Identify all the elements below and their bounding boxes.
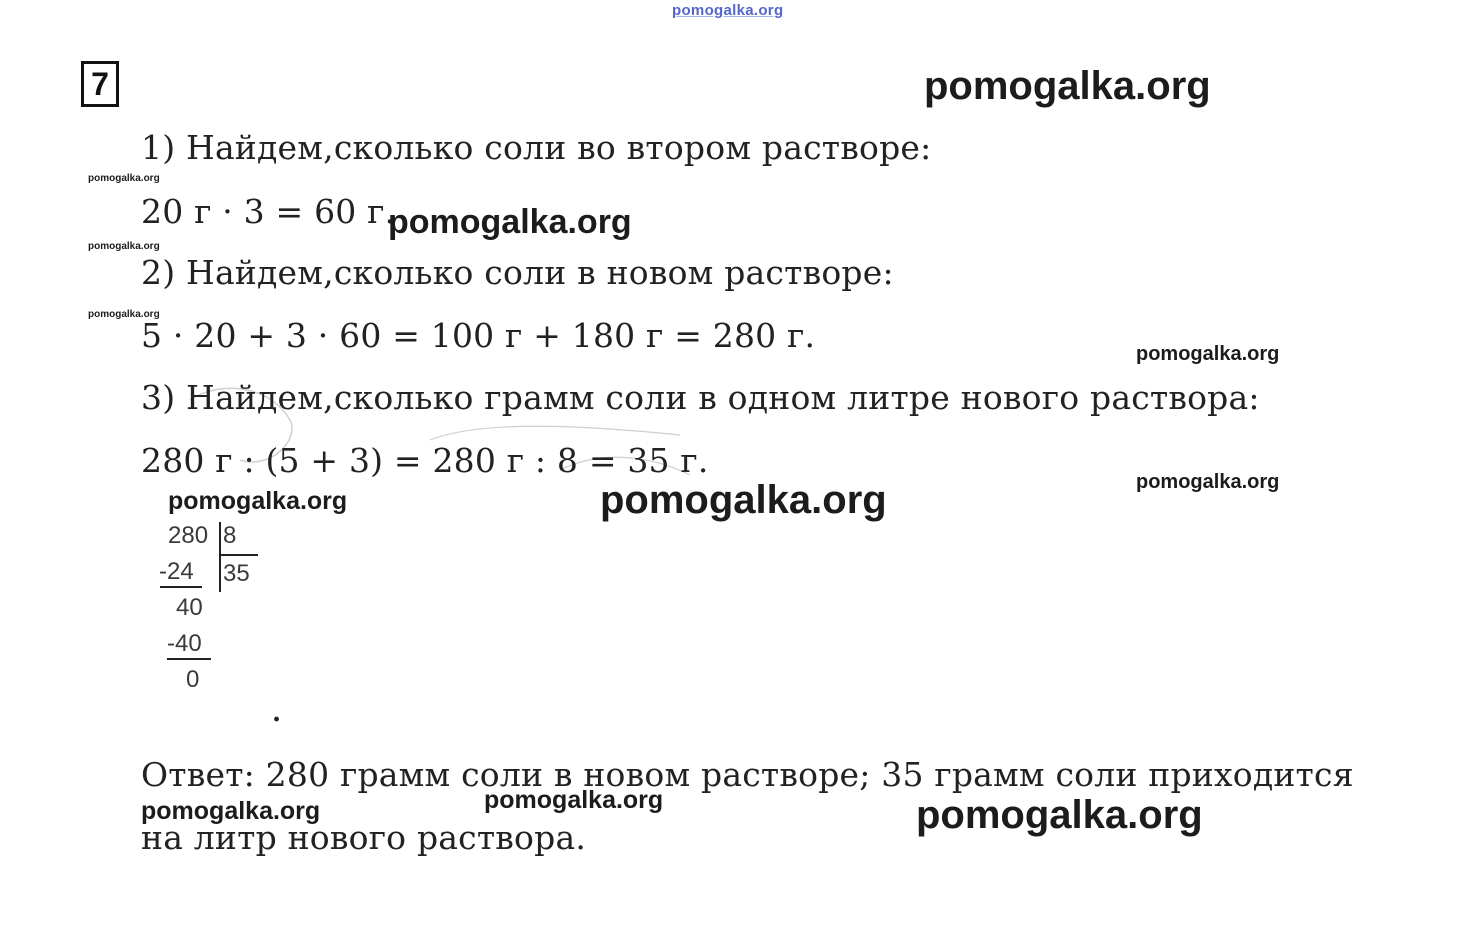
watermark-large-bottom-right: pomogalka.org bbox=[916, 793, 1203, 837]
division-divisor-underline bbox=[220, 554, 258, 556]
watermark-mid-1: pomogalka.org bbox=[388, 203, 632, 241]
step3-calculation: 280 г : (5 + 3) = 280 г : 8 = 35 г. bbox=[141, 441, 709, 480]
step1-calculation: 20 г · 3 = 60 г. bbox=[141, 192, 396, 231]
stray-dot: . bbox=[272, 698, 282, 728]
watermark-bottom-left: pomogalka.org bbox=[141, 797, 321, 825]
division-vertical-bar bbox=[219, 522, 221, 592]
division-dividend: 280 bbox=[168, 522, 209, 549]
problem-number-box: 7 bbox=[81, 61, 119, 107]
watermark-large-center: pomogalka.org bbox=[600, 478, 887, 522]
division-remainder-1: 40 bbox=[176, 594, 203, 621]
step2-calculation: 5 · 20 + 3 · 60 = 100 г + 180 г = 280 г. bbox=[141, 316, 816, 355]
division-underline-1 bbox=[160, 586, 202, 588]
division-subtract-2: -40 bbox=[167, 630, 202, 657]
answer-line-2: на литр нового раствора. bbox=[141, 818, 587, 857]
division-subtract-1: -24 bbox=[159, 558, 194, 585]
watermark-mid-left: pomogalka.org bbox=[168, 487, 348, 515]
watermark-large-header: pomogalka.org bbox=[924, 64, 1211, 108]
watermark-small-left-1: pomogalka.org bbox=[88, 173, 160, 184]
top-watermark[interactable]: pomogalka.org bbox=[672, 2, 784, 19]
answer-line-1: Ответ: 280 грамм соли в новом растворе; 35 грамм соли приходится bbox=[141, 755, 1354, 794]
step2-heading: 2) Найдем,сколько соли в новом растворе: bbox=[141, 253, 894, 292]
watermark-right-1: pomogalka.org bbox=[1136, 343, 1280, 365]
step1-heading: 1) Найдем,сколько соли во втором растворе: bbox=[141, 128, 932, 167]
long-division bbox=[150, 520, 280, 710]
watermark-bottom-center: pomogalka.org bbox=[484, 786, 664, 814]
watermark-right-2: pomogalka.org bbox=[1136, 471, 1280, 493]
division-divisor: 8 bbox=[223, 522, 237, 549]
division-quotient: 35 bbox=[223, 560, 250, 587]
division-remainder-2: 0 bbox=[186, 666, 200, 693]
division-underline-2 bbox=[167, 658, 211, 660]
watermark-small-left-2: pomogalka.org bbox=[88, 241, 160, 252]
watermark-small-left-3: pomogalka.org bbox=[88, 309, 160, 320]
step3-heading: 3) Найдем,сколько грамм соли в одном литре нового раствора: bbox=[141, 378, 1260, 417]
